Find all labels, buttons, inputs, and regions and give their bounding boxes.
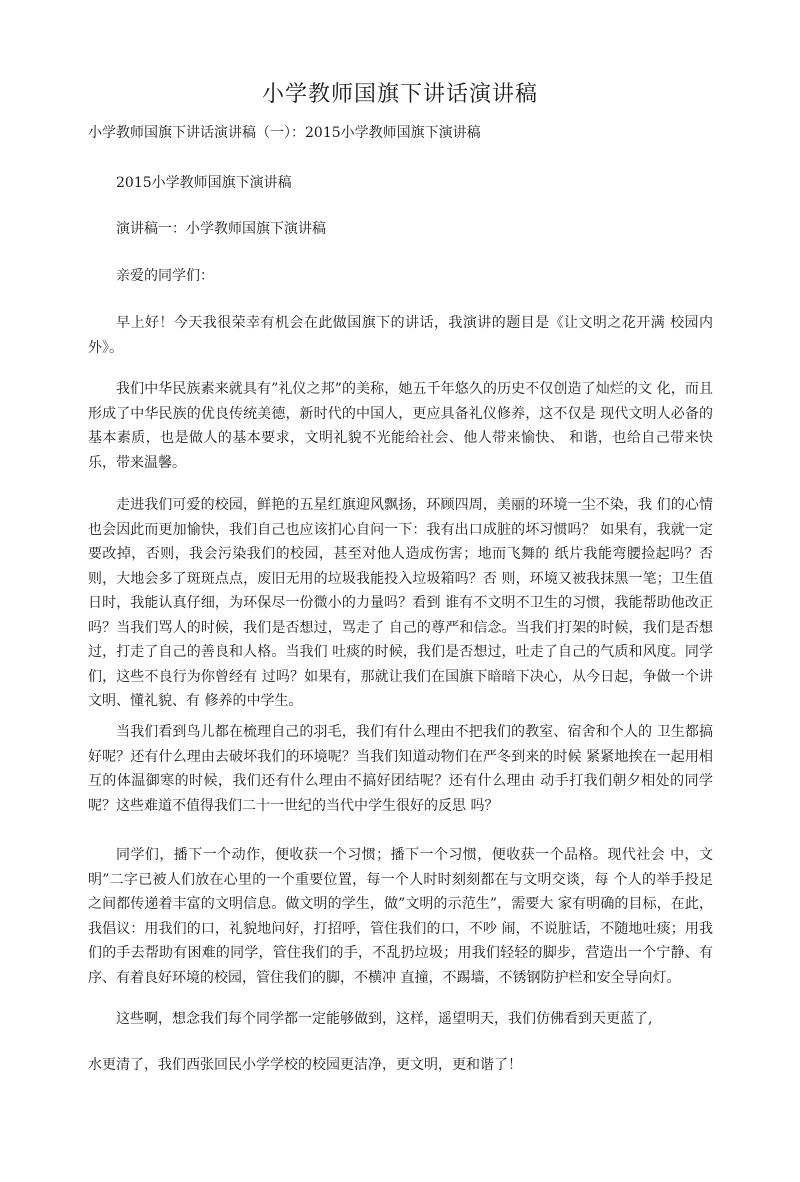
- paragraph-3: 亲爱的同学们：: [116, 268, 214, 284]
- document-title: 小学教师国旗下讲话演讲稿: [261, 82, 538, 107]
- paragraph-2: 演讲稿一：小学教师国旗下演讲稿: [116, 221, 326, 237]
- paragraph-4: 早上好！今天我很荣幸有机会在此做国旗下的讲话，我演讲的题目是《让文明之花开满 校园内外》。: [88, 315, 713, 356]
- paragraph-8: 同学们，播下一个动作，便收获一个习惯；播下一个习惯，便收获一个品格。现代社会 中，文明”二字已被人们放在心里的一个重要位置，每一个人时时刻刻都在与文明交谈，每 个人的举手投足之间都传递着丰富的文明信息。做文明的学生，做”文明的示范生”，需要大 家有明确的目标，在此，我倡议：用我们的口，礼貌地问好，打招呼，管住我们的口，不吵 闹，不说脏话，不随地吐痰；用我们的手去帮助有困难的同学，管住我们的手，不乱扔垃圾；用我们轻轻的脚步，营造出一个宁静、有序、有着良好环境的校园，管住我们的脚，不横冲 直撞，不踢墙，不锈钢防护栏和安全导向灯。: [88, 847, 713, 986]
- paragraph-9: 这些啊，想念我们每个同学都一定能够做到，这样，遥望明天，我们仿佛看到天更蓝了,: [116, 1011, 653, 1027]
- paragraph-7: 当我们看到鸟儿都在梳理自己的羽毛，我们有什么理由不把我们的教室、宿舍和个人的 卫生都搞好呢？还有什么理由去破坏我们的环境呢？当我们知道动物们在严冬到来的时候 紧紧地挨在一起用相互的体温御寒的时候，我们还有什么理由不搞好团结呢？还有什么理由 动手打我们朝夕相处的同学呢？这些难道不值得我们二十一世纪的当代中学生很好的反思 吗？: [88, 724, 713, 814]
- paragraph-10: 水更清了，我们西张回民小学学校的校园更洁净，更文明，更和谐了！: [88, 1057, 522, 1073]
- document-subtitle: 小学教师国旗下讲话演讲稿（一）：2015小学教师国旗下演讲稿: [88, 125, 481, 141]
- paragraph-1: 2015小学教师国旗下演讲稿: [116, 175, 292, 191]
- paragraph-5: 我们中华民族素来就具有”礼仪之邦”的美称，她五千年悠久的历史不仅创造了灿烂的文 化，而且形成了中华民族的优良传统美德，新时代的中国人，更应具备礼仪修养，这不仅是 现代文明人必备的基本素质，也是做人的基本要求，文明礼貌不光能给社会、他人带来愉快、 和谐，也给自己带来快乐，带来温馨。: [88, 381, 713, 471]
- paragraph-6: 走进我们可爱的校园，鲜艳的五星红旗迎风飘扬，环顾四周，美丽的环境一尘不染，我 们的心情也会因此而更加愉快，我们自己也应该扪心自问一下：我有出口成脏的坏习惯吗？ 如果有，我就一定要改掉，否则，我会污染我们的校园，甚至对他人造成伤害；地而飞舞的 纸片我能弯腰捡起吗？否则，大地会多了斑斑点点，废旧无用的垃圾我能投入垃圾箱吗？否 则，环境又被我抹黑一笔；卫生值日时，我能认真仔细，为环保尽一份微小的力量吗？看到 谁有不文明不卫生的习惯，我能帮助他改正吗？当我们骂人的时候，我们是否想过，骂走了 自己的尊严和信念。当我们打架的时候，我们是否想过，打走了自己的善良和人格。当我们 吐痰的时候，我们是否想过，吐走了自己的气质和风度。同学们，这些不良行为你曾经有 过吗？如果有，那就让我们在国旗下暗暗下决心，从今日起，争做一个讲文明、懂礼貌、有 修养的中学生。: [88, 497, 713, 709]
